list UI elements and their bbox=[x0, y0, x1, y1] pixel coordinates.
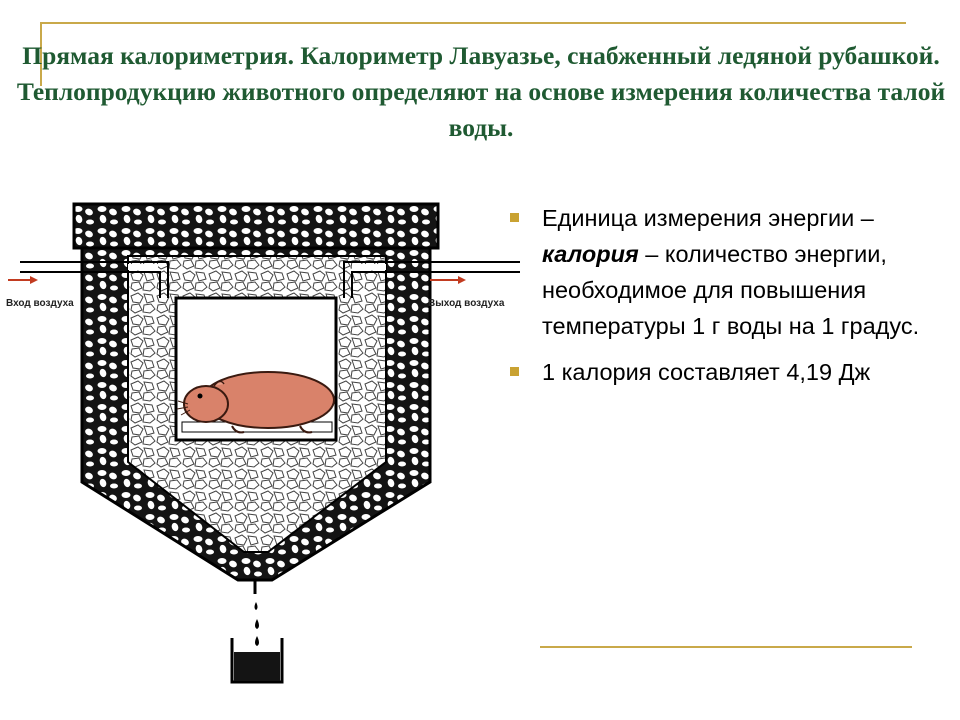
bullet-text-suffix: – количество энергии, необходимое для повышения температуры 1 г воды на 1 градус. bbox=[542, 241, 920, 339]
bullet-list bbox=[508, 200, 938, 400]
keyword-calorie: калория bbox=[542, 241, 639, 267]
air-inlet-label: Вход воздуха bbox=[6, 298, 74, 309]
calorimeter-diagram bbox=[0, 182, 540, 702]
bullet-marker bbox=[510, 367, 519, 376]
bullet-item-calorie-definition bbox=[508, 200, 938, 344]
accent-line-bottom bbox=[540, 646, 912, 648]
bullet-text-prefix: Единица измерения энергии – bbox=[542, 205, 874, 231]
water-drops bbox=[255, 602, 260, 646]
bullet-text: 1 калория составляет 4,19 Дж bbox=[542, 359, 871, 385]
slide-title: Прямая калориметрия. Калориметр Лавуазье, снабженный ледяной рубашкой. Теплопродукцию животного определяют на основе измерения количества талой воды. bbox=[16, 41, 946, 142]
bullet-item-calorie-conversion bbox=[508, 354, 938, 390]
bullet-marker bbox=[510, 213, 519, 222]
air-outlet-label: Выход воздуха bbox=[428, 298, 505, 309]
accent-line-top bbox=[40, 22, 906, 24]
